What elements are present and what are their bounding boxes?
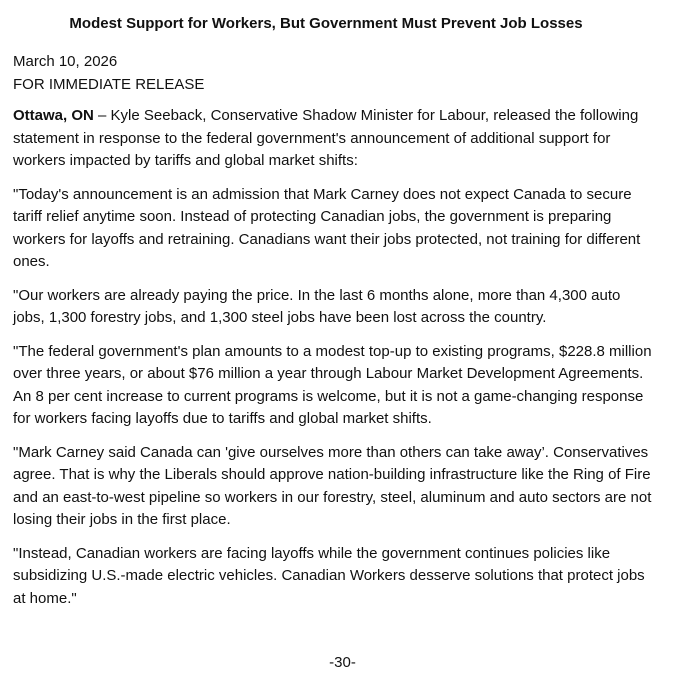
statement-paragraph-1: "Today's announcement is an admission that Mark Carney does not expect Canada to secure tariff relief anytime soon. Instead of protecting Canadian jobs, the government is preparing workers for layoffs and retraining. Canadians want their jobs protected, not training for different ones.	[13, 185, 641, 270]
statement-paragraph-2: "Our workers are already paying the price. In the last 6 months alone, more than 4,300 auto jobs, 1,300 forestry jobs, and 1,300 steel jobs have been lost across the country.	[13, 286, 621, 326]
release-date: March 10, 2026	[13, 53, 118, 70]
intro-text: – Kyle Seeback, Conservative Shadow Minister for Labour, released the following statement in response to the federal government's announcement of additional support for workers impacted by tariffs and global market shifts:	[13, 107, 639, 169]
statement-paragraph-3: "The federal government's plan amounts to a modest top-up to existing programs, $228.8 million over three years, or about $76 million a year through Labour Market Development Agreements. An 8 per cent increase to current programs is welcome, but it is not a game-changing response for workers facing layoffs due to tariffs and global market shifts.	[13, 342, 652, 427]
release-note: FOR IMMEDIATE RELEASE	[13, 76, 205, 93]
intro-paragraph	[13, 105, 653, 173]
statement-paragraph-4: "Mark Carney said Canada can 'give ourselves more than others can take away’. Conservatives agree. That is why the Liberals should approve nation-building infrastructure like the Ring of Fire and an east-to-west pipeline so workers in our forestry, steel, aluminum and auto sectors are not losing their jobs in the first place.	[13, 443, 652, 528]
release-title: Modest Support for Workers, But Government Must Prevent Job Losses	[69, 15, 583, 32]
release-meta	[13, 50, 673, 96]
end-of-release-mark: -30-	[329, 654, 356, 671]
statement-paragraph-5: "Instead, Canadian workers are facing layoffs while the government continues policies like subsidizing U.S.-made electric vehicles. Canadian Workers desserve solutions that protect jobs at home."	[13, 544, 645, 607]
press-release	[13, 0, 673, 610]
dateline: Ottawa, ON	[13, 107, 94, 124]
